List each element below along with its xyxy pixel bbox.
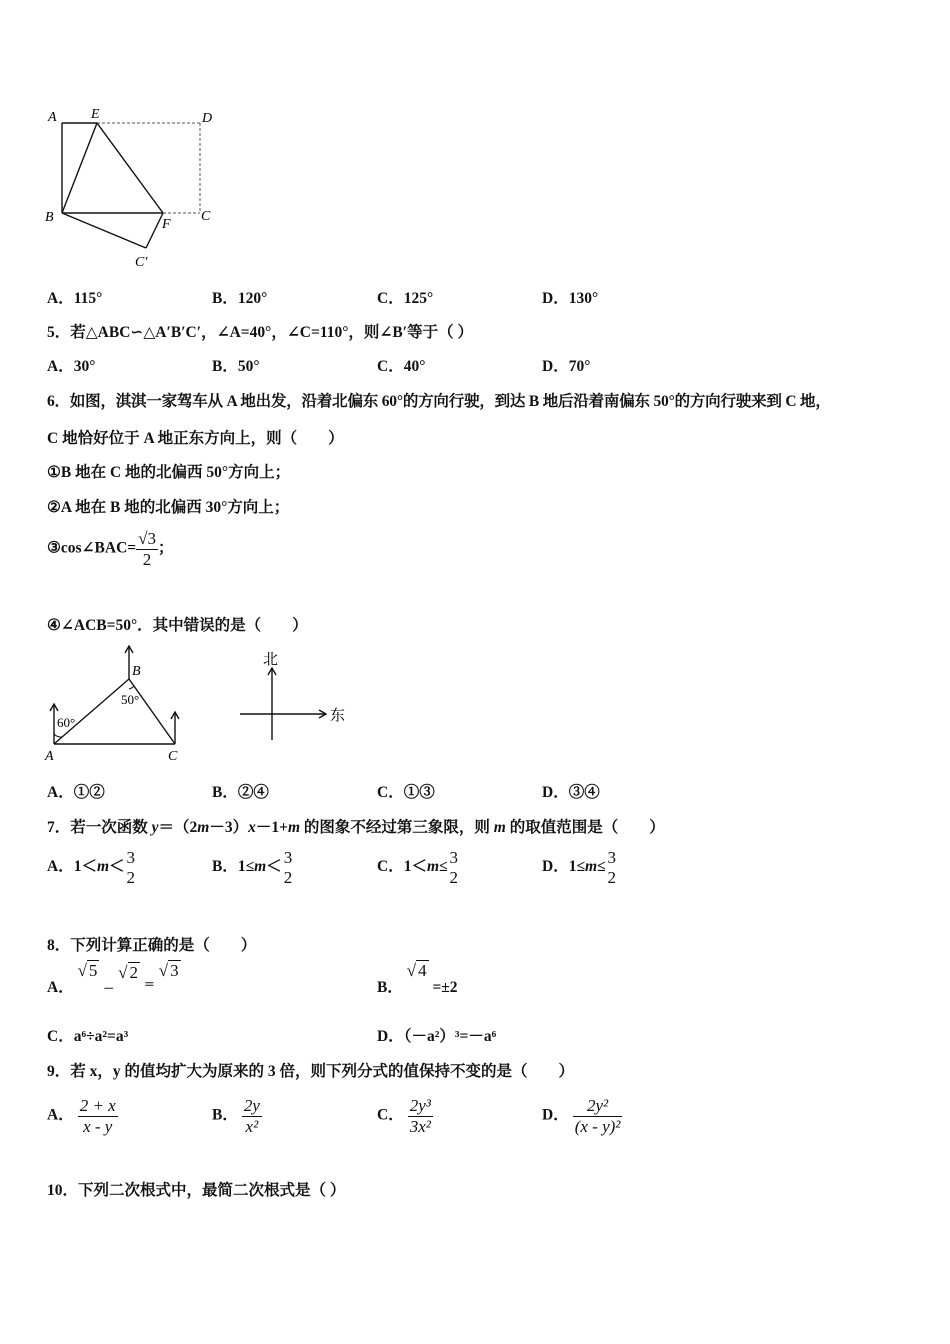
stem-part: －3） — [209, 819, 249, 836]
sqrt-2: √ 2 — [118, 963, 139, 982]
minus-sign: － — [103, 983, 115, 995]
fraction-denominator: 2 — [607, 867, 617, 887]
option-letter: D． — [542, 858, 569, 876]
fraction-denominator: x² — [245, 1116, 259, 1136]
q5-option-a[interactable] — [47, 354, 95, 376]
option-letter: D． — [377, 1028, 404, 1045]
var-y: y — [151, 819, 159, 836]
option-text: 1≤ — [568, 858, 585, 876]
option-letter: C． — [377, 1106, 404, 1124]
fig6-label-b: B — [132, 664, 141, 679]
option-letter: C． — [377, 858, 404, 876]
sqrt-4: √ 4 — [406, 961, 427, 980]
fraction-d — [573, 1096, 623, 1136]
q6-option-d[interactable] — [542, 780, 600, 802]
var-m: m — [584, 858, 598, 876]
fraction-denominator: 2 — [142, 549, 152, 569]
option-letter: A． — [47, 290, 74, 307]
q6-route-triangle-figure — [40, 642, 190, 767]
q4-option-b[interactable] — [212, 286, 267, 308]
fraction-numerator: 2y³ — [409, 1096, 431, 1115]
option-text: （－a²）³=－a⁶ — [403, 1028, 497, 1045]
q6-stem-line2: C 地恰好位于 A 地正东方向上，则（ ） — [47, 430, 344, 447]
var-m: m — [197, 819, 210, 836]
option-text: 1＜ — [73, 858, 97, 876]
q6-statement-4: ④∠ACB=50°．其中错误的是（ ） — [47, 617, 308, 634]
option-letter: B． — [377, 979, 403, 996]
fraction-denominator: 2 — [126, 867, 136, 887]
option-text: ①② — [73, 784, 105, 801]
option-text: =±2 — [432, 979, 458, 996]
option-letter: C． — [377, 290, 404, 307]
fraction-denominator: x - y — [83, 1116, 113, 1136]
option-letter: B． — [212, 784, 238, 801]
stem-part: 的取值范围是（ ） — [505, 819, 665, 836]
fraction-numerator: 3 — [607, 848, 617, 867]
option-text: 120° — [237, 290, 268, 307]
q8-option-a[interactable] — [47, 961, 181, 997]
cos-fraction — [136, 529, 158, 569]
q9-option-a[interactable] — [47, 1096, 118, 1136]
q9-option-d[interactable] — [542, 1096, 622, 1136]
fraction-denominator: 3x² — [409, 1116, 431, 1136]
option-text: 1≤ — [237, 858, 255, 876]
option-text: ＜ — [109, 858, 125, 876]
option-letter: A． — [47, 979, 74, 996]
fraction-a — [78, 1096, 118, 1136]
q7-option-a[interactable] — [47, 848, 137, 887]
fig4-label-a: A — [48, 110, 57, 125]
fraction-numerator: 2y² — [573, 1096, 623, 1117]
q7-option-b[interactable] — [212, 848, 294, 887]
q7-stem — [47, 815, 665, 837]
option-text: ≤ — [597, 858, 606, 876]
fraction-numerator: 3 — [126, 848, 136, 867]
q6-option-a[interactable] — [47, 780, 105, 802]
fig6-label-a: A — [45, 749, 54, 764]
option-letter: D． — [542, 784, 569, 801]
option-letter: D． — [542, 358, 569, 375]
q5-stem: 5．若△ABC∽△A′B′C′，∠A=40°，∠C=110°，则∠B′等于（ ） — [47, 324, 473, 341]
three-halves-fraction — [448, 848, 461, 887]
option-text: ＜ — [266, 858, 282, 876]
option-letter: A． — [47, 858, 74, 876]
q5-option-b[interactable] — [212, 354, 260, 376]
q6-stem-line1: 6．如图，淇淇一家驾车从 A 地出发，沿着北偏东 60°的方向行驶，到达 B 地后沿着南偏东 50°的方向行驶来到 C 地， — [47, 393, 831, 410]
three-halves-fraction — [282, 848, 295, 887]
fraction-c — [408, 1096, 433, 1136]
option-text: ≤ — [439, 858, 448, 876]
q8-option-d[interactable] — [377, 1024, 496, 1046]
fraction-denominator: 2 — [283, 867, 293, 887]
stem-part: 7．若一次函数 — [47, 819, 152, 836]
q6-option-c[interactable] — [377, 780, 435, 802]
fraction-numerator: 3 — [283, 848, 293, 867]
fraction-denominator: (x - y)² — [574, 1116, 621, 1136]
fig6-angle-50: 50° — [121, 692, 140, 707]
fraction-numerator: 2 + x — [79, 1096, 116, 1115]
q8-option-b[interactable] — [377, 961, 458, 997]
q8-stem: 8．下列计算正确的是（ ） — [47, 937, 257, 954]
q6-statement-2: ②A 地在 B 地的北偏西 30°方向上； — [47, 499, 290, 516]
fraction-b — [242, 1096, 262, 1136]
option-text: 125° — [403, 290, 434, 307]
statement-3-suffix: ； — [157, 539, 174, 557]
option-letter: C． — [47, 1028, 74, 1045]
q9-option-b[interactable] — [212, 1096, 262, 1136]
option-letter: B． — [212, 358, 238, 375]
statement-3-prefix: ③cos∠BAC= — [47, 539, 137, 557]
option-text: 30° — [73, 358, 96, 375]
option-letter: B． — [212, 290, 238, 307]
option-letter: B． — [212, 858, 238, 876]
sqrt-5: √ 5 — [77, 961, 98, 980]
three-halves-fraction — [125, 848, 138, 887]
option-text: 130° — [568, 290, 599, 307]
fig4-label-c-prime: C′ — [135, 255, 148, 270]
option-text: 115° — [73, 290, 103, 307]
var-m: m — [426, 858, 440, 876]
q9-option-c[interactable] — [377, 1096, 433, 1136]
fig4-label-b: B — [45, 210, 54, 225]
var-m: m — [493, 819, 506, 836]
fig4-label-f: F — [162, 217, 171, 232]
option-text: ③④ — [568, 784, 600, 801]
var-m: m — [96, 858, 110, 876]
q4-option-c[interactable] — [377, 286, 433, 308]
fig4-label-d: D — [202, 111, 213, 126]
option-text: a⁶÷a²=a³ — [73, 1028, 129, 1045]
q6-statement-3 — [47, 529, 173, 569]
option-letter: D． — [542, 1106, 569, 1124]
radicand: 2 — [129, 963, 139, 982]
q6-statement-1: ①B 地在 C 地的北偏西 50°方向上； — [47, 464, 291, 481]
sqrt-3: √ 3 — [158, 961, 179, 980]
option-text: 70° — [568, 358, 591, 375]
stem-part: 的图象不经过第三象限，则 — [300, 819, 494, 836]
radicand: 3 — [170, 961, 179, 980]
fig6-angle-60: 60° — [57, 715, 76, 730]
q9-stem: 9．若 x，y 的值均扩大为原来的 3 倍，则下列分式的值保持不变的是（ ） — [47, 1063, 575, 1080]
var-x: x — [248, 819, 256, 836]
var-m: m — [287, 819, 301, 836]
option-letter: A． — [47, 1106, 74, 1124]
q5-option-d[interactable] — [542, 354, 590, 376]
stem-part: ＝（2 — [158, 819, 198, 836]
equals-sign: ＝ — [143, 979, 155, 991]
option-text: 50° — [237, 358, 260, 375]
q8-option-c[interactable] — [47, 1024, 128, 1046]
q4-option-d[interactable] — [542, 286, 598, 308]
three-halves-fraction — [606, 848, 619, 887]
q6-option-b[interactable] — [212, 780, 269, 802]
fig4-label-e: E — [91, 107, 100, 122]
compass-east-label: 东 — [330, 708, 346, 724]
q10-stem: 10．下列二次根式中，最简二次根式是（ ） — [47, 1182, 346, 1199]
compass-north-label: 北 — [263, 652, 279, 668]
option-text: ①③ — [403, 784, 435, 801]
fig4-label-c: C — [201, 209, 211, 224]
q7-option-c[interactable] — [377, 848, 460, 887]
option-letter: B． — [212, 1106, 238, 1124]
q4-rectangle-fold-figure — [40, 100, 230, 270]
radicand: 4 — [418, 961, 427, 980]
radicand: 5 — [88, 961, 98, 980]
fraction-denominator: 2 — [449, 867, 459, 887]
q5-option-c[interactable] — [377, 354, 425, 376]
option-letter: A． — [47, 784, 74, 801]
fig6-label-c: C — [168, 749, 178, 764]
fraction-numerator: √3 — [138, 529, 156, 548]
q7-option-d[interactable] — [542, 848, 618, 887]
option-letter: C． — [377, 358, 404, 375]
option-letter: A． — [47, 358, 74, 375]
fraction-numerator: 2y — [243, 1096, 260, 1115]
stem-part: －1+ — [255, 819, 288, 836]
q4-option-a[interactable] — [47, 286, 102, 308]
q6-compass-figure — [230, 642, 352, 767]
var-m: m — [254, 858, 267, 876]
option-text: ②④ — [237, 784, 269, 801]
option-letter: D． — [542, 290, 569, 307]
option-letter: C． — [377, 784, 404, 801]
option-text: 40° — [403, 358, 426, 375]
option-text: 1＜ — [403, 858, 427, 876]
fraction-numerator: 3 — [449, 848, 459, 867]
